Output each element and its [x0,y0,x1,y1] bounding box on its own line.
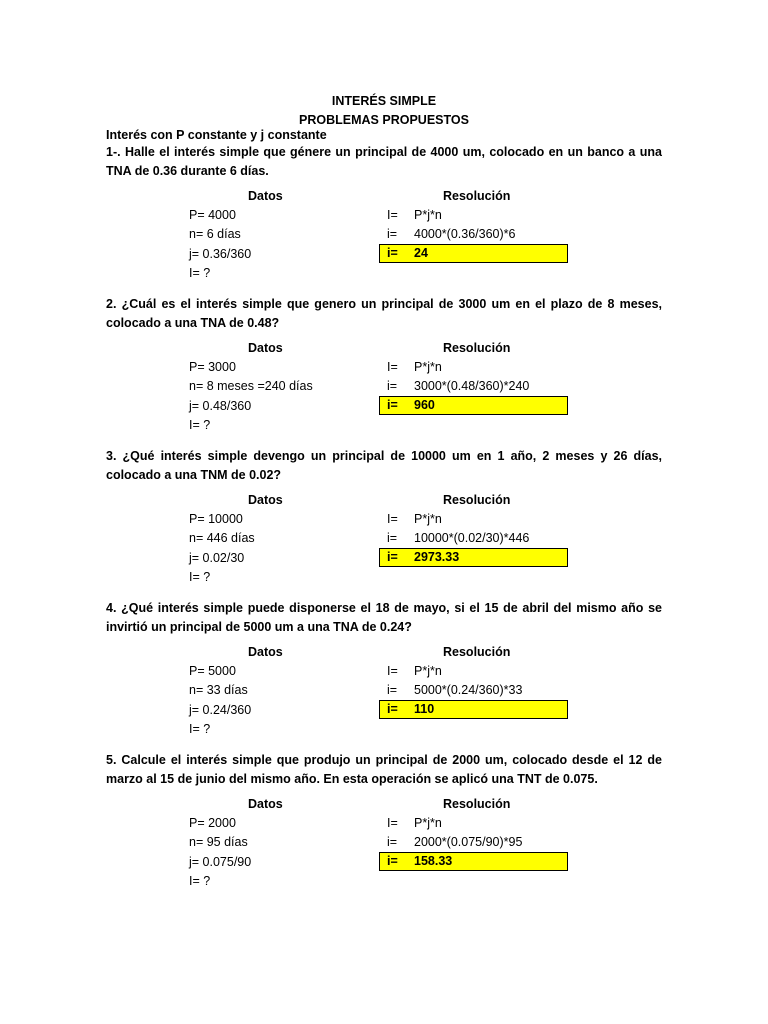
formula-label: I= [387,208,398,222]
section-title: Interés con P constante y j constante [106,128,327,142]
problem-5 [0,751,768,903]
formula-label: I= [387,360,398,374]
substitution-value: 3000*(0.48/360)*240 [414,379,530,393]
resolucion-heading: Resolución [443,645,511,659]
dato-incognita: I= ? [189,874,211,888]
substitution-label: i= [387,227,398,241]
dato-incognita: I= ? [189,570,211,584]
substitution-label: i= [387,835,398,849]
page-header [0,92,768,130]
dato-tasa: j= 0.02/30 [189,551,245,565]
dato-tasa: j= 0.075/90 [189,855,252,869]
answer-box [379,852,568,871]
dato-principal: P= 2000 [189,816,236,830]
answer-box [379,244,568,263]
formula-label: I= [387,512,398,526]
formula-value: P*j*n [414,360,442,374]
dato-principal: P= 10000 [189,512,243,526]
answer-label: i= [387,550,398,564]
datos-heading: Datos [248,797,283,811]
answer-value: 158.33 [414,854,453,868]
answer-value: 110 [414,702,435,716]
dato-tasa: j= 0.48/360 [189,399,252,413]
answer-label: i= [387,702,398,716]
problem-3 [0,447,768,599]
problem-4 [0,599,768,751]
substitution-value: 4000*(0.36/360)*6 [414,227,516,241]
dato-incognita: I= ? [189,418,211,432]
substitution-label: i= [387,683,398,697]
dato-incognita: I= ? [189,722,211,736]
formula-value: P*j*n [414,512,442,526]
problem-2 [0,295,768,447]
problem-1 [0,143,768,295]
datos-heading: Datos [248,189,283,203]
problem-statement: 4. ¿Qué interés simple puede disponerse el 18 de mayo, si el 15 de abril del mismo año se invirtió un principal de 5000 um a una TNA de 0.24? [106,601,662,634]
problem-statement: 5. Calcule el interés simple que produjo un principal de 2000 um, colocado desde el 12 de marzo al 15 de junio del mismo año. En esta operación se aplicó una TNT de 0.075. [106,753,662,786]
answer-box [379,548,568,567]
answer-value: 2973.33 [414,550,460,564]
problem-statement: 2. ¿Cuál es el interés simple que genero un principal de 3000 um en el plazo de 8 meses, colocado a una TNA de 0.48? [106,297,662,330]
dato-plazo: n= 33 días [189,683,248,697]
dato-incognita: I= ? [189,266,211,280]
dato-tasa: j= 0.36/360 [189,247,252,261]
answer-value: 960 [414,398,435,412]
dato-plazo: n= 446 días [189,531,255,545]
page-subtitle: PROBLEMAS PROPUESTOS [299,113,469,127]
datos-heading: Datos [248,493,283,507]
formula-value: P*j*n [414,208,442,222]
answer-label: i= [387,246,398,260]
dato-tasa: j= 0.24/360 [189,703,252,717]
answer-label: i= [387,398,398,412]
page-title: INTERÉS SIMPLE [331,94,437,108]
datos-heading: Datos [248,341,283,355]
dato-principal: P= 3000 [189,360,236,374]
substitution-value: 10000*(0.02/30)*446 [414,531,530,545]
dato-plazo: n= 6 días [189,227,241,241]
formula-label: I= [387,816,398,830]
dato-plazo: n= 8 meses =240 días [189,379,313,393]
answer-box [379,700,568,719]
resolucion-heading: Resolución [443,189,511,203]
substitution-value: 2000*(0.075/90)*95 [414,835,523,849]
resolucion-heading: Resolución [443,797,511,811]
dato-plazo: n= 95 días [189,835,248,849]
formula-value: P*j*n [414,664,442,678]
substitution-label: i= [387,531,398,545]
dato-principal: P= 4000 [189,208,236,222]
substitution-value: 5000*(0.24/360)*33 [414,683,523,697]
dato-principal: P= 5000 [189,664,236,678]
substitution-label: i= [387,379,398,393]
answer-label: i= [387,854,398,868]
formula-value: P*j*n [414,816,442,830]
problem-statement: 3. ¿Qué interés simple devengo un principal de 10000 um en 1 año, 2 meses y 26 días, colocado a una TNM de 0.02? [106,449,662,482]
problem-statement: 1-. Halle el interés simple que génere un principal de 4000 um, colocado en un banco a una TNA de 0.36 durante 6 días. [106,145,662,178]
answer-value: 24 [414,246,428,260]
answer-box [379,396,568,415]
formula-label: I= [387,664,398,678]
resolucion-heading: Resolución [443,493,511,507]
datos-heading: Datos [248,645,283,659]
resolucion-heading: Resolución [443,341,511,355]
